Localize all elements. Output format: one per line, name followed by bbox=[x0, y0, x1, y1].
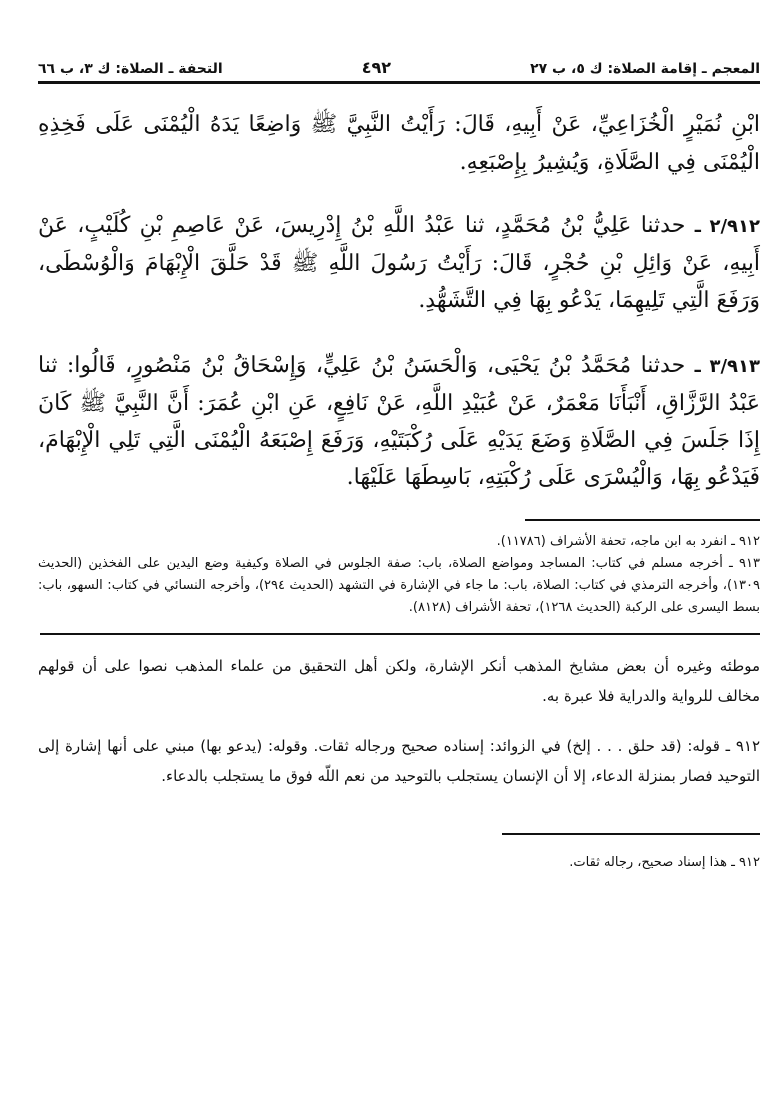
footnote-divider bbox=[525, 519, 760, 521]
footnote: ٩١٢ ـ انفرد به ابن ماجه، تحفة الأشراف (١١٧٨٦). bbox=[496, 534, 760, 549]
final-divider bbox=[502, 833, 760, 835]
hadith-body: ابْنِ نُمَيْرٍ الْخُزَاعِيِّ، عَنْ أَبِيهِ، قَالَ: رَأَيْتُ النَّبِيَّ ﷺ وَاضِعًا يَدَهُ الْيُمْنَى عَلَى فَخِذِهِ الْيُمْنَى فِي الصَّلَاةِ، وَيُشِيرُ بِإِصْبَعِهِ. bbox=[38, 112, 760, 175]
page-number: ٤٩٢ bbox=[361, 58, 392, 77]
hadith-paragraph bbox=[38, 347, 760, 496]
footnote: ٩١٣ ـ أخرجه مسلم في كتاب: المساجد ومواضع الصلاة، باب: صفة الجلوس في الصلاة وكيفية وضع اليدين على الفخذين (الحديث ١٣٠٩)، وأخرجه الترمذي في كتاب: الصلاة، باب: ما جاء في الإشارة في التشهد (الحديث ٢٩٤)، وأخرجه النسائي في كتاب: السهو، باب: بسط اليسرى على الركبة (الحديث ١٢٦٨)، تحفة الأشراف (٨١٢٨). bbox=[38, 556, 760, 615]
final-note: ٩١٢ ـ هذا إسناد صحيح، رجاله ثقات. bbox=[569, 855, 760, 870]
header-left: التحفة ـ الصلاة: ك ٣، ب ٦٦ bbox=[38, 61, 223, 77]
running-header bbox=[35, 58, 763, 81]
commentary-divider bbox=[40, 633, 760, 635]
hadith-body: حدثنا عَلِيُّ بْنُ مُحَمَّدٍ، ثنا عَبْدُ اللَّهِ بْنُ إِدْرِيسَ، عَنْ عَاصِمِ بْنِ كُلَيْبٍ، عَنْ أَبِيهِ، عَنْ وَائِلِ بْنِ حُجْرٍ، قَالَ: رَأَيْتُ رَسُولَ اللَّهِ ﷺ قَدْ حَلَّقَ الْإِبْهَامَ وَالْوُسْطَى، وَرَفَعَ الَّتِي تَلِيهِمَا، يَدْعُو بِهَا فِي التَّشَهُّدِ. bbox=[38, 213, 760, 313]
footnotes bbox=[38, 531, 760, 619]
header-rule bbox=[38, 81, 760, 84]
commentary-paragraph: موطئه وغيره أن بعض مشايخ المذهب أنكر الإشارة، ولكن أهل التحقيق من علماء المذهب نصوا على أن قولهم مخالف للرواية والدراية فلا عبرة به. bbox=[38, 657, 760, 705]
header-right: المعجم ـ إقامة الصلاة: ك ٥، ب ٢٧ bbox=[530, 61, 760, 77]
commentary bbox=[38, 651, 760, 791]
hadith-paragraph bbox=[38, 106, 760, 181]
hadith-number: ٢/٩١٢ ـ bbox=[694, 216, 760, 237]
hadith-number: ٣/٩١٣ ـ bbox=[694, 356, 760, 377]
commentary-paragraph: ٩١٢ ـ قوله: (قد حلق . . . إلخ) في الزوائد: إسناده صحيح ورجاله ثقات. وقوله: (يدعو بها) مبني على أنها إشارة إلى التوحيد فصار بمنزلة الدعاء، إلا أن الإنسان يستجلب بالتوحيد من نعم اللّه فوق ما يستجلب بالدعاء. bbox=[38, 737, 760, 785]
page bbox=[38, 58, 763, 870]
hadith-paragraph bbox=[38, 207, 760, 319]
hadith-text bbox=[38, 106, 763, 870]
hadith-body: حدثنا مُحَمَّدُ بْنُ يَحْيَى، وَالْحَسَنُ بْنُ عَلِيٍّ، وَإِسْحَاقُ بْنُ مَنْصُورٍ، قَالُوا: ثنا عَبْدُ الرَّزَّاقِ، أَنْبَأَنَا مَعْمَرٌ، عَنْ عُبَيْدِ اللَّهِ، عَنْ نَافِعٍ، عَنِ ابْنِ عُمَرَ: أَنَّ النَّبِيَّ ﷺ كَانَ إِذَا جَلَسَ فِي الصَّلَاةِ وَضَعَ يَدَيْهِ عَلَى رُكْبَتَيْهِ، وَرَفَعَ إِصْبَعَهُ الْيُمْنَى الَّتِي تَلِي الْإِبْهَامَ، فَيَدْعُو بِهَا، وَالْيُسْرَى عَلَى رُكْبَتِهِ، بَاسِطَهَا عَلَيْهَا. bbox=[38, 353, 760, 490]
